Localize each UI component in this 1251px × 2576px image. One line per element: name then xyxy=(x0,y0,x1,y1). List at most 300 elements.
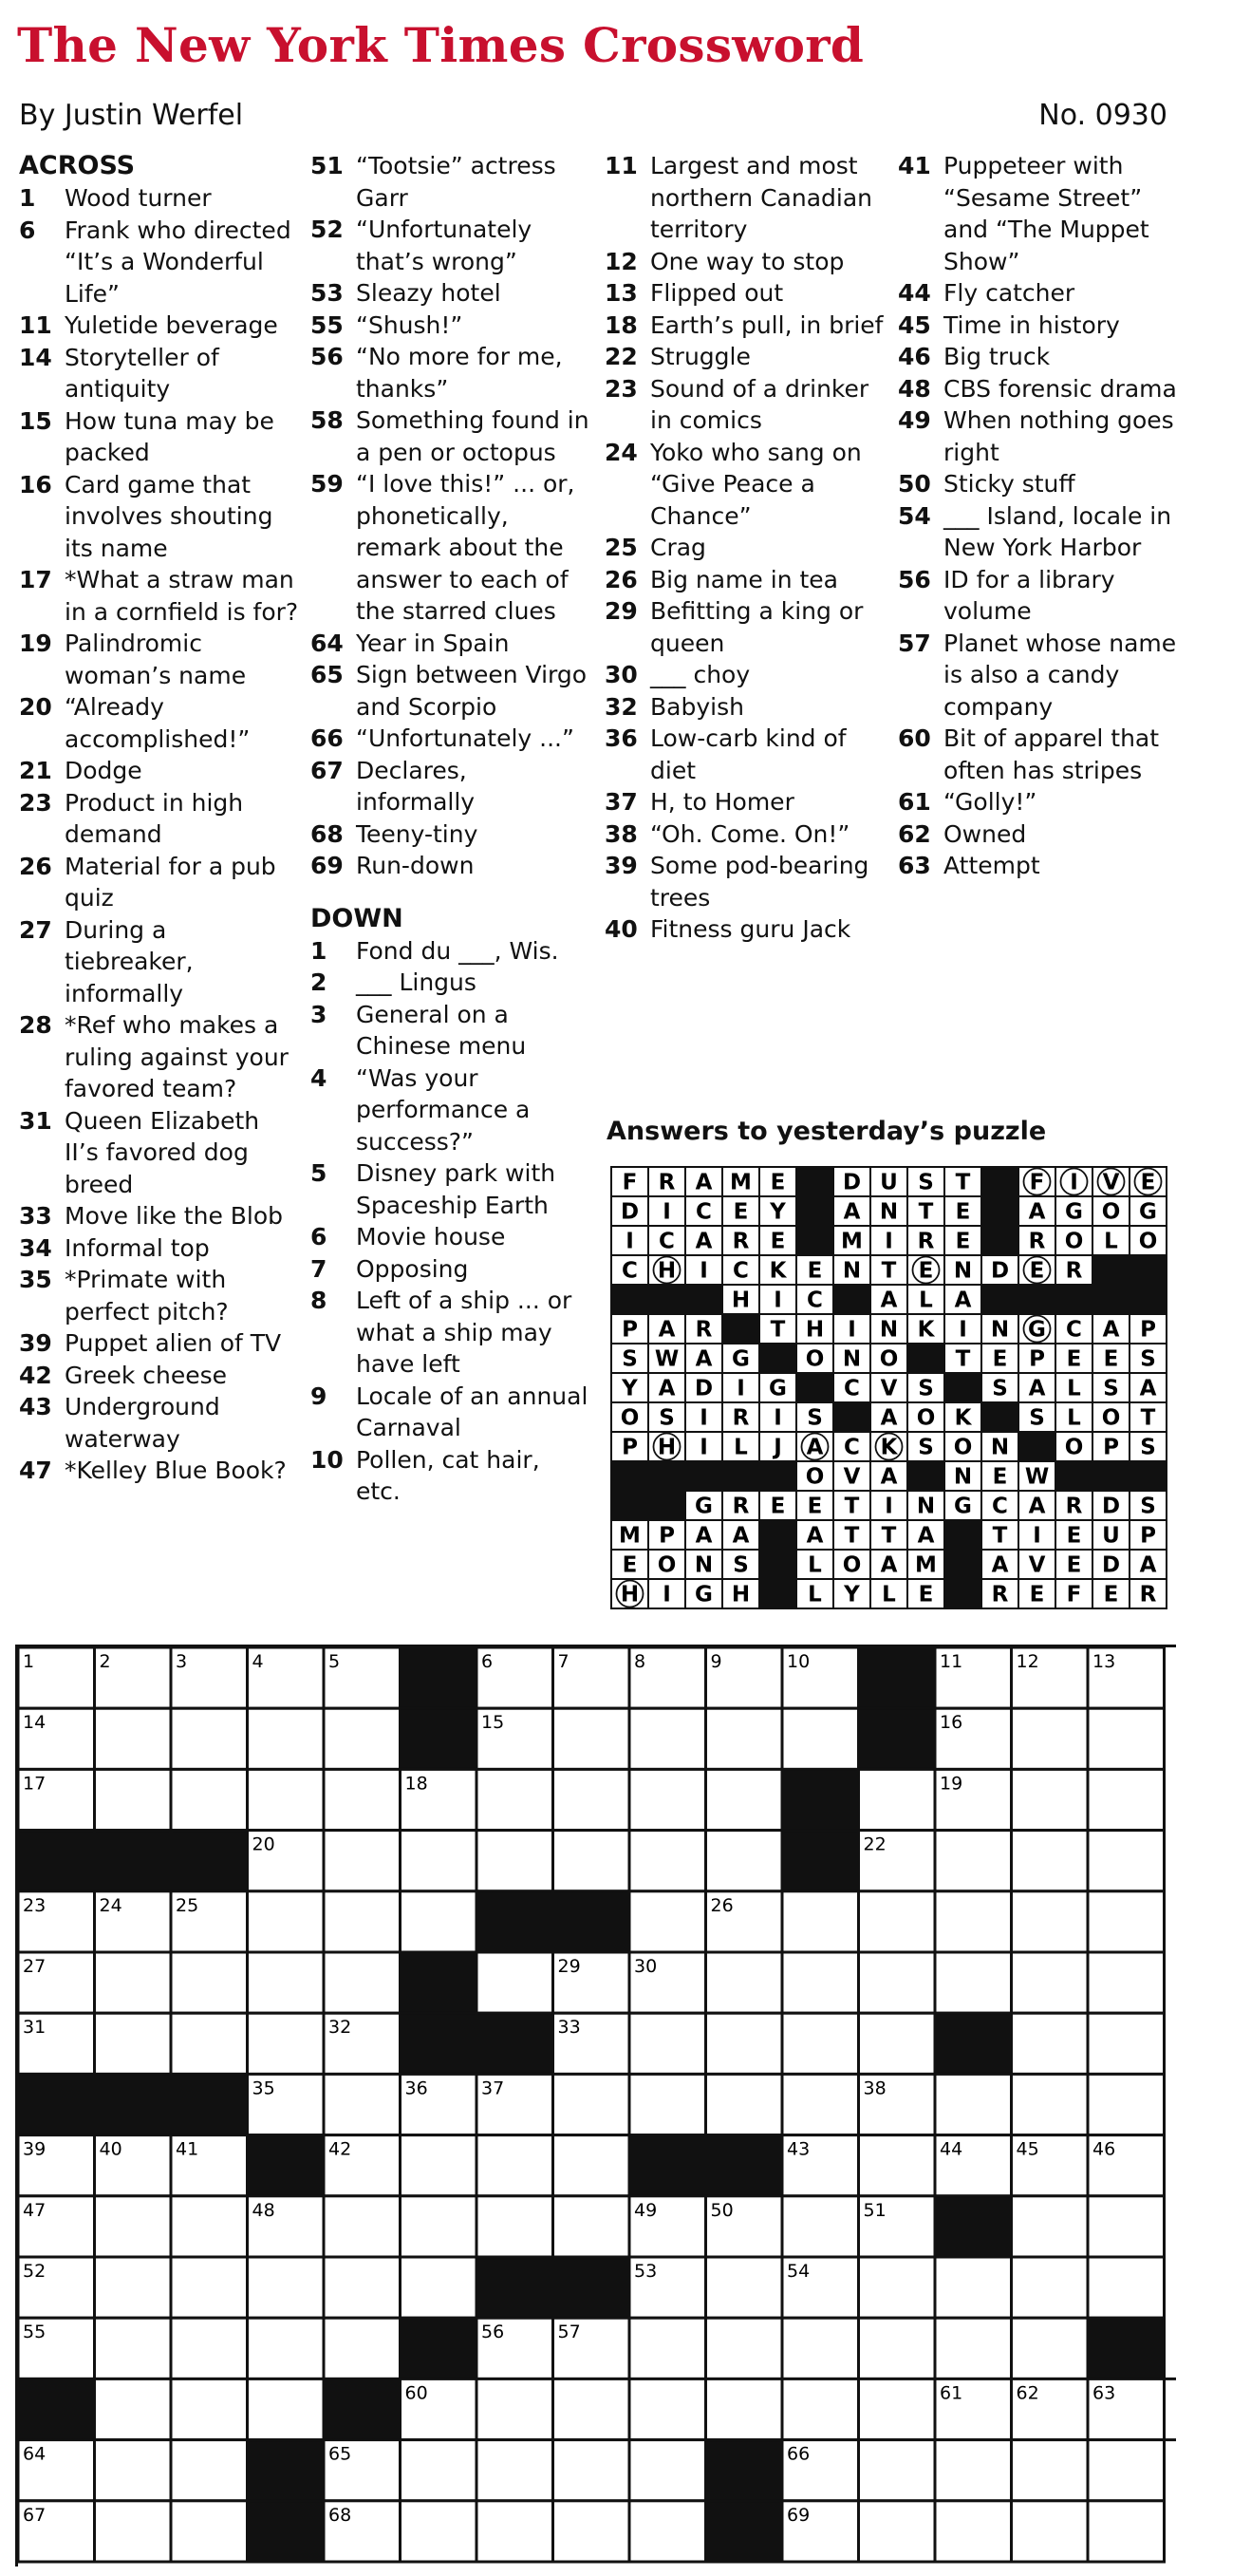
answer-letter: P xyxy=(622,1435,638,1460)
across-clue[interactable] xyxy=(310,755,590,818)
grid-cell[interactable] xyxy=(401,2257,477,2318)
grid-cell[interactable] xyxy=(706,1769,783,1830)
grid-cell[interactable] xyxy=(706,2013,783,2074)
across-clue[interactable] xyxy=(19,342,299,405)
across-clue[interactable] xyxy=(310,404,590,468)
across-clue[interactable] xyxy=(19,1455,299,1487)
grid-cell[interactable] xyxy=(553,1769,630,1830)
grid-cell[interactable] xyxy=(248,2318,325,2379)
down-clue[interactable] xyxy=(898,786,1178,818)
across-clue[interactable] xyxy=(310,628,590,660)
grid-cell[interactable] xyxy=(859,2135,936,2196)
grid-cell[interactable] xyxy=(476,1769,553,1830)
answer-letter: K xyxy=(954,1405,972,1431)
cell-number: 32 xyxy=(328,2017,352,2039)
answer-letter: I xyxy=(959,1317,967,1343)
grid-cell[interactable] xyxy=(553,2379,630,2439)
clue-number: 43 xyxy=(19,1393,52,1420)
answer-letter: O xyxy=(1101,1405,1121,1431)
answer-black-square xyxy=(796,1373,833,1402)
grid-cell[interactable] xyxy=(1088,2501,1165,2562)
down-clue[interactable] xyxy=(898,500,1178,564)
grid-cell[interactable] xyxy=(859,1769,936,1830)
grid-black-square xyxy=(476,2013,553,2074)
down-clue[interactable] xyxy=(605,373,885,437)
cell-number: 60 xyxy=(404,2382,428,2404)
grid-cell[interactable] xyxy=(859,2501,936,2562)
answer-letter: A xyxy=(1028,1494,1046,1519)
grid-cell[interactable] xyxy=(553,1708,630,1769)
grid-cell[interactable] xyxy=(935,2440,1012,2501)
grid-cell[interactable] xyxy=(1088,1708,1165,1769)
grid-cell[interactable] xyxy=(1012,1952,1089,2013)
grid-cell[interactable] xyxy=(706,2074,783,2134)
grid-cell[interactable] xyxy=(171,2440,248,2501)
grid-cell[interactable] xyxy=(859,2379,936,2439)
across-clue[interactable] xyxy=(19,1391,299,1455)
grid-cell[interactable] xyxy=(248,1952,325,2013)
grid-cell[interactable] xyxy=(553,2501,630,2562)
grid-cell[interactable] xyxy=(95,1708,172,1769)
clue-number: 68 xyxy=(310,819,344,848)
grid-cell[interactable] xyxy=(859,2318,936,2379)
clue-text: Wood turner xyxy=(65,184,212,212)
down-heading: DOWN xyxy=(310,903,403,933)
across-clue[interactable] xyxy=(310,214,590,277)
grid-cell[interactable] xyxy=(401,1891,477,1952)
grid-cell[interactable] xyxy=(706,2318,783,2379)
answer-black-square xyxy=(722,1461,759,1491)
grid-cell[interactable] xyxy=(1088,2440,1165,2501)
down-clue[interactable] xyxy=(898,341,1178,373)
grid-cell[interactable] xyxy=(782,2379,859,2439)
grid-cell[interactable] xyxy=(782,2318,859,2379)
cell-number: 64 xyxy=(23,2443,47,2465)
across-clue[interactable] xyxy=(19,628,299,691)
grid-cell[interactable] xyxy=(1165,2379,1177,2439)
grid-cell[interactable] xyxy=(629,2501,706,2562)
grid-cell[interactable] xyxy=(1012,1831,1089,1891)
cell-number: 13 xyxy=(1092,1651,1116,1672)
down-clue[interactable] xyxy=(605,659,885,691)
answer-black-square xyxy=(907,1461,944,1491)
across-clue[interactable] xyxy=(19,182,299,215)
grid-cell[interactable] xyxy=(171,2257,248,2318)
grid-cell[interactable] xyxy=(324,2318,401,2379)
across-clue[interactable] xyxy=(19,310,299,342)
across-clue[interactable] xyxy=(19,215,299,310)
grid-cell[interactable] xyxy=(171,1708,248,1769)
grid-cell[interactable] xyxy=(171,1952,248,2013)
grid-cell[interactable] xyxy=(324,1891,401,1952)
across-clue[interactable] xyxy=(19,405,299,469)
cell-number: 24 xyxy=(99,1894,122,1916)
clue-number: 57 xyxy=(898,629,931,657)
down-clue[interactable] xyxy=(898,277,1178,310)
grid-cell[interactable] xyxy=(859,1952,936,2013)
answer-letter: W xyxy=(1024,1464,1050,1490)
grid-cell[interactable] xyxy=(1012,2440,1089,2501)
grid-cell[interactable] xyxy=(629,1831,706,1891)
down-clue[interactable] xyxy=(605,818,885,851)
answer-letter: R xyxy=(1028,1229,1046,1254)
clue-text: During a tiebreaker, informally xyxy=(65,915,194,1007)
down-clue[interactable] xyxy=(605,150,885,246)
grid-cell[interactable] xyxy=(935,1891,1012,1952)
answer-letter: O xyxy=(1064,1435,1084,1460)
grid-cell[interactable] xyxy=(324,1708,401,1769)
down-clue[interactable] xyxy=(310,1253,590,1286)
down-clue[interactable] xyxy=(310,1221,590,1253)
cell-number: 5 xyxy=(328,1651,341,1672)
across-clue[interactable] xyxy=(310,150,590,214)
grid-cell[interactable] xyxy=(629,2318,706,2379)
grid-cell[interactable] xyxy=(859,2440,936,2501)
grid-cell[interactable] xyxy=(476,2135,553,2196)
down-clue[interactable] xyxy=(605,913,885,946)
grid-cell[interactable] xyxy=(171,2196,248,2257)
grid-cell[interactable] xyxy=(1012,1708,1089,1769)
grid-cell[interactable] xyxy=(476,2440,553,2501)
across-clue[interactable] xyxy=(19,1327,299,1360)
grid-cell[interactable] xyxy=(476,2501,553,2562)
across-clue[interactable] xyxy=(310,277,590,310)
clue-number: 58 xyxy=(310,406,344,434)
grid-cell[interactable] xyxy=(95,1769,172,1830)
grid-black-square xyxy=(706,2135,783,2196)
across-clue[interactable] xyxy=(19,691,299,755)
answer-black-square xyxy=(759,1550,796,1579)
down-clue[interactable] xyxy=(898,373,1178,405)
down-clue[interactable] xyxy=(605,341,885,373)
clue-number: 26 xyxy=(605,565,638,593)
grid-cell[interactable] xyxy=(859,2257,936,2318)
grid-cell[interactable] xyxy=(935,2501,1012,2562)
clue-text: “Was your performance a success?” xyxy=(356,1063,531,1156)
clue-text: Product in high demand xyxy=(65,788,244,848)
grid-cell[interactable] xyxy=(553,1831,630,1891)
grid-cell[interactable] xyxy=(706,2379,783,2439)
grid-cell[interactable] xyxy=(95,2501,172,2562)
clue-number: 65 xyxy=(310,661,344,688)
grid-cell[interactable] xyxy=(401,2196,477,2257)
down-clue[interactable] xyxy=(898,723,1178,786)
grid-cell[interactable] xyxy=(706,1831,783,1891)
clue-text: Big name in tea xyxy=(650,565,838,593)
grid-cell[interactable] xyxy=(935,1831,1012,1891)
grid-cell[interactable] xyxy=(1012,2196,1089,2257)
grid-cell[interactable] xyxy=(1088,2074,1165,2134)
grid-cell[interactable] xyxy=(629,2379,706,2439)
across-clue[interactable] xyxy=(19,851,299,914)
down-clue[interactable] xyxy=(898,150,1178,277)
down-clue[interactable] xyxy=(898,564,1178,628)
grid-cell[interactable] xyxy=(629,1891,706,1952)
grid-cell[interactable] xyxy=(935,2074,1012,2134)
grid-cell[interactable] xyxy=(476,2196,553,2257)
clue-text: Puppeteer with “Sesame Street” and “The Muppet Show” xyxy=(943,152,1149,275)
answer-letter: O xyxy=(1064,1229,1084,1254)
across-clue[interactable] xyxy=(310,341,590,404)
cell-number: 46 xyxy=(1092,2138,1116,2160)
grid-black-square xyxy=(401,2318,477,2379)
grid-black-square xyxy=(1088,2318,1165,2379)
answers-grid xyxy=(609,1165,1169,1617)
clue-text: Teeny-tiny xyxy=(356,819,478,848)
down-clue[interactable] xyxy=(898,850,1178,882)
answer-letter: A xyxy=(695,1229,713,1254)
grid-cell[interactable] xyxy=(859,2013,936,2074)
down-clue[interactable] xyxy=(605,310,885,342)
grid-cell[interactable] xyxy=(95,2013,172,2074)
grid-black-square xyxy=(935,2196,1012,2257)
answer-letter: D xyxy=(990,1258,1010,1284)
grid-cell[interactable] xyxy=(171,2379,248,2439)
grid-cell[interactable] xyxy=(171,1769,248,1830)
clue-number: 13 xyxy=(605,279,638,307)
grid-cell[interactable] xyxy=(95,2196,172,2257)
clue-number: 9 xyxy=(310,1382,327,1410)
answer-black-square xyxy=(648,1491,685,1520)
grid-cell[interactable] xyxy=(706,1708,783,1769)
answer-black-square xyxy=(1130,1285,1167,1314)
grid-cell[interactable] xyxy=(1012,2013,1089,2074)
grid-cell[interactable] xyxy=(1088,1952,1165,2013)
grid-cell[interactable] xyxy=(782,1708,859,1769)
clue-number: 23 xyxy=(19,788,52,817)
answer-black-square xyxy=(648,1285,685,1314)
across-clue[interactable] xyxy=(19,564,299,628)
grid-cell[interactable] xyxy=(553,2135,630,2196)
grid-cell[interactable] xyxy=(248,2257,325,2318)
cell-number: 9 xyxy=(710,1651,722,1672)
across-clue[interactable] xyxy=(19,1105,299,1201)
down-clue[interactable] xyxy=(605,532,885,564)
across-clue[interactable] xyxy=(19,1009,299,1105)
across-clue[interactable] xyxy=(19,1232,299,1265)
grid-cell[interactable] xyxy=(553,2440,630,2501)
down-clue[interactable] xyxy=(310,1444,590,1508)
grid-cell[interactable] xyxy=(935,1952,1012,2013)
across-clue[interactable] xyxy=(19,1264,299,1327)
answer-letter: E xyxy=(1029,1258,1045,1284)
answer-letter: T xyxy=(1140,1405,1156,1431)
across-clue[interactable] xyxy=(19,1200,299,1232)
grid-cell[interactable] xyxy=(324,1769,401,1830)
clue-number: 48 xyxy=(898,374,931,403)
answer-black-square xyxy=(833,1285,870,1314)
answer-letter: P xyxy=(1140,1523,1156,1549)
answer-black-square xyxy=(981,1402,1018,1432)
grid-cell[interactable] xyxy=(95,2257,172,2318)
down-clue[interactable] xyxy=(605,850,885,913)
down-clue[interactable] xyxy=(605,691,885,724)
down-clue[interactable] xyxy=(310,999,590,1062)
grid-cell[interactable] xyxy=(1088,1891,1165,1952)
grid-cell[interactable] xyxy=(1088,2196,1165,2257)
clue-number: 16 xyxy=(19,470,52,498)
grid-cell[interactable] xyxy=(1012,1769,1089,1830)
grid-cell[interactable] xyxy=(476,1831,553,1891)
grid-cell[interactable] xyxy=(782,2196,859,2257)
cell-number: 57 xyxy=(557,2322,581,2343)
grid-cell[interactable] xyxy=(782,2074,859,2134)
grid-cell[interactable] xyxy=(248,2379,325,2439)
grid-cell[interactable] xyxy=(1088,2013,1165,2074)
across-clue[interactable] xyxy=(310,723,590,755)
grid-black-square xyxy=(629,2135,706,2196)
grid-cell[interactable] xyxy=(95,2379,172,2439)
answer-black-square xyxy=(944,1579,981,1608)
grid-black-square xyxy=(706,2440,783,2501)
clue-number: 14 xyxy=(19,343,52,371)
grid-cell[interactable] xyxy=(324,2074,401,2134)
answer-letter: M xyxy=(915,1552,937,1578)
down-clue[interactable] xyxy=(605,564,885,596)
crossword-grid[interactable] xyxy=(15,1645,1176,2567)
grid-cell[interactable] xyxy=(324,1831,401,1891)
down-clue[interactable] xyxy=(605,723,885,786)
grid-cell[interactable] xyxy=(1012,2074,1089,2134)
grid-cell[interactable] xyxy=(782,2013,859,2074)
grid-cell[interactable] xyxy=(248,1891,325,1952)
grid-cell[interactable] xyxy=(476,1952,553,2013)
clue-number: 33 xyxy=(19,1202,52,1230)
clue-number: 11 xyxy=(605,152,638,179)
grid-cell[interactable] xyxy=(553,2196,630,2257)
grid-cell[interactable] xyxy=(1012,2501,1089,2562)
across-clue[interactable] xyxy=(310,818,590,851)
clue-text: “Oh. Come. On!” xyxy=(650,819,850,848)
grid-cell[interactable] xyxy=(476,2379,553,2439)
across-clue[interactable] xyxy=(19,1360,299,1392)
grid-cell[interactable] xyxy=(935,2257,1012,2318)
grid-cell[interactable] xyxy=(171,2318,248,2379)
answer-letter: R xyxy=(695,1317,713,1343)
down-clue[interactable] xyxy=(898,628,1178,724)
down-clue[interactable] xyxy=(605,595,885,659)
grid-cell[interactable] xyxy=(935,2318,1012,2379)
grid-cell[interactable] xyxy=(401,2501,477,2562)
across-clue[interactable] xyxy=(19,755,299,787)
clue-text: Movie house xyxy=(356,1223,506,1250)
down-clue[interactable] xyxy=(310,967,590,999)
grid-cell[interactable] xyxy=(629,2013,706,2074)
across-clue[interactable] xyxy=(19,787,299,851)
grid-cell[interactable] xyxy=(706,2257,783,2318)
grid-cell[interactable] xyxy=(171,2013,248,2074)
grid-cell[interactable] xyxy=(859,1891,936,1952)
grid-cell[interactable] xyxy=(1012,2257,1089,2318)
grid-cell[interactable] xyxy=(1088,1831,1165,1891)
clue-text: “I love this!” ... or, phonetically, remark about the answer to each of the starred clues xyxy=(356,470,575,625)
grid-cell[interactable] xyxy=(248,1769,325,1830)
clue-text: Palindromic woman’s name xyxy=(65,630,247,689)
grid-cell[interactable] xyxy=(248,1708,325,1769)
grid-cell[interactable] xyxy=(95,2440,172,2501)
clue-text: “Golly!” xyxy=(943,788,1037,816)
answer-letter: E xyxy=(807,1494,823,1519)
grid-cell[interactable] xyxy=(171,2501,248,2562)
across-clue[interactable] xyxy=(310,850,590,882)
clue-number: 50 xyxy=(898,470,931,498)
grid-cell[interactable] xyxy=(782,1891,859,1952)
down-clue[interactable] xyxy=(310,1285,590,1381)
down-clue[interactable] xyxy=(605,277,885,310)
answer-letter: I xyxy=(1033,1523,1041,1549)
grid-cell[interactable] xyxy=(1088,2257,1165,2318)
grid-cell[interactable] xyxy=(95,1952,172,2013)
answer-black-square xyxy=(796,1226,833,1255)
answer-letter: H xyxy=(805,1317,825,1343)
answer-letter: S xyxy=(1140,1346,1156,1372)
answer-letter: M xyxy=(841,1229,863,1254)
grid-cell[interactable] xyxy=(629,1708,706,1769)
grid-cell[interactable] xyxy=(782,1952,859,2013)
grid-cell[interactable] xyxy=(324,1952,401,2013)
answer-letter: Y xyxy=(770,1199,786,1225)
down-clue[interactable] xyxy=(605,786,885,818)
clue-text: Crag xyxy=(650,534,706,561)
down-clue[interactable] xyxy=(605,437,885,533)
answer-black-square xyxy=(1130,1461,1167,1491)
down-clue[interactable] xyxy=(605,246,885,278)
cell-number: 35 xyxy=(252,2078,275,2099)
down-clue[interactable] xyxy=(310,1381,590,1444)
grid-cell[interactable] xyxy=(706,1952,783,2013)
answer-letter: T xyxy=(955,1346,971,1372)
down-clue[interactable] xyxy=(898,404,1178,468)
grid-cell[interactable] xyxy=(95,2318,172,2379)
down-clue[interactable] xyxy=(310,935,590,968)
grid-cell[interactable] xyxy=(324,2257,401,2318)
cell-number: 11 xyxy=(940,1651,963,1672)
cell-number: 53 xyxy=(634,2261,658,2282)
answer-letter: G xyxy=(1028,1317,1046,1343)
grid-cell[interactable] xyxy=(629,2440,706,2501)
down-clue[interactable] xyxy=(898,310,1178,342)
answer-letter: P xyxy=(622,1317,638,1343)
grid-cell[interactable] xyxy=(401,1831,477,1891)
clue-text: Something found in a pen or octopus xyxy=(356,406,589,466)
grid-cell[interactable] xyxy=(1088,1769,1165,1830)
across-clue[interactable] xyxy=(310,468,590,628)
down-clue[interactable] xyxy=(310,1062,590,1158)
answer-letter: E xyxy=(1140,1170,1156,1195)
grid-cell[interactable] xyxy=(248,2013,325,2074)
grid-cell[interactable] xyxy=(1012,2318,1089,2379)
across-clue[interactable] xyxy=(310,659,590,723)
clue-text: Flipped out xyxy=(650,279,784,307)
grid-cell[interactable] xyxy=(324,2196,401,2257)
grid-cell[interactable] xyxy=(1012,1891,1089,1952)
grid-cell[interactable] xyxy=(401,2135,477,2196)
cell-number: 14 xyxy=(23,1712,47,1734)
across-clue[interactable] xyxy=(310,310,590,342)
across-clue[interactable] xyxy=(19,469,299,565)
clue-number: 6 xyxy=(19,216,36,244)
cell-number: 8 xyxy=(634,1651,646,1672)
down-clue[interactable] xyxy=(310,1157,590,1221)
down-clue[interactable] xyxy=(898,468,1178,500)
answer-letter: N xyxy=(953,1464,973,1490)
grid-cell[interactable] xyxy=(629,1769,706,1830)
down-clue[interactable] xyxy=(898,818,1178,851)
across-clue[interactable] xyxy=(19,914,299,1010)
grid-cell[interactable] xyxy=(553,2074,630,2134)
grid-cell[interactable] xyxy=(629,2074,706,2134)
grid-cell[interactable] xyxy=(401,2440,477,2501)
